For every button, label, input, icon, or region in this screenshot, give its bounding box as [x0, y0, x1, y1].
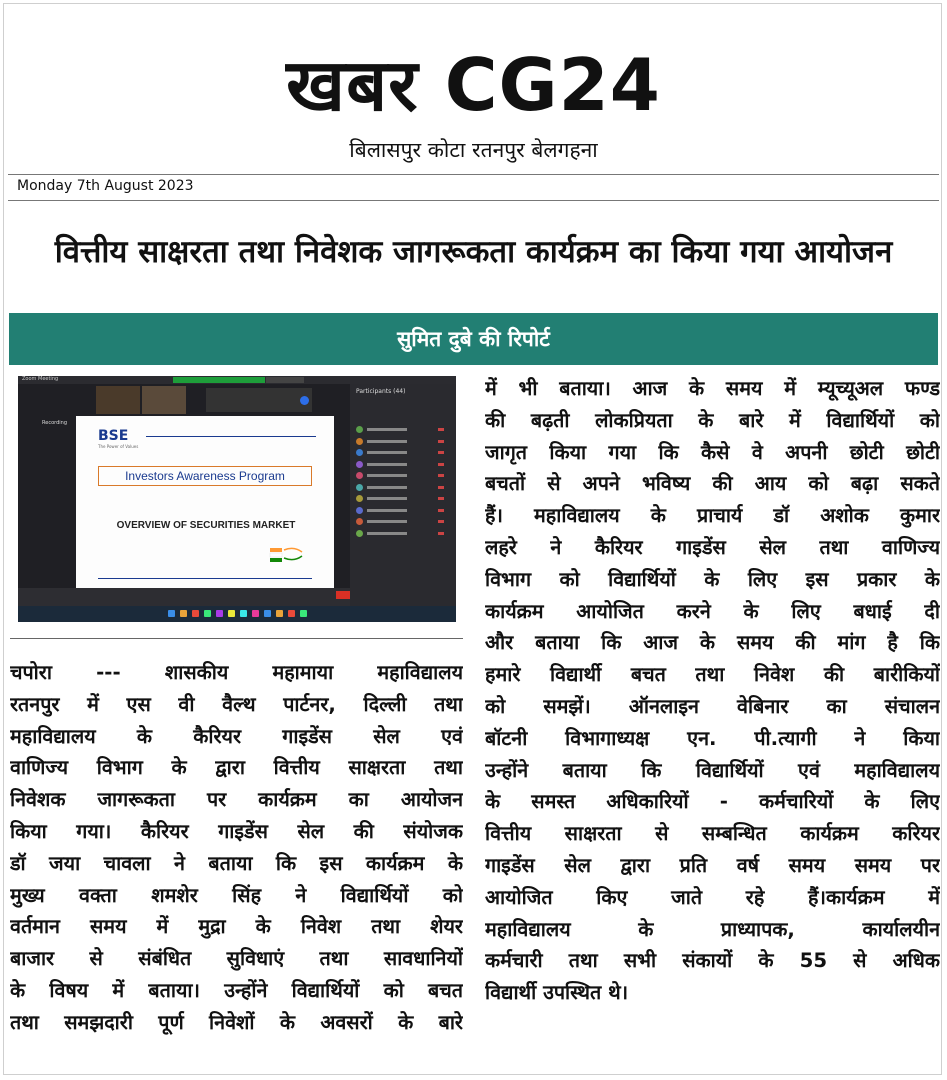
participant-row	[356, 472, 450, 480]
taskbar-app-icon	[276, 610, 283, 617]
newspaper-subtitle: बिलासपुर कोटा रतनपुर बेलगहना	[349, 138, 598, 162]
participant-row	[356, 438, 450, 446]
article-line: आयोजित किए जाते रहे हैं।कार्यक्रम में	[485, 885, 940, 909]
taskbar-app-icon	[252, 610, 259, 617]
participant-row	[356, 507, 450, 515]
masthead-rule-bottom	[8, 200, 939, 201]
article-line: कर्मचारी तथा सभी संकायों के 55 से अधिक	[485, 949, 940, 973]
bse-logo: BSE	[98, 428, 129, 444]
taskbar-app-icon	[192, 610, 199, 617]
participant-row	[356, 449, 450, 457]
participants-title: Participants (44)	[356, 388, 406, 395]
article-line: रतनपुर में एस वी वैल्थ पार्टनर, दिल्ली तथा	[10, 692, 463, 716]
masthead	[0, 40, 947, 164]
article-line: मुख्य वक्ता शमशेर सिंह ने विद्यार्थियों को	[10, 883, 463, 907]
taskbar-app-icon	[240, 610, 247, 617]
shared-slide	[76, 416, 334, 588]
article-line: में भी बताया। आज के समय में म्यूच्यूअल फण्ड	[485, 377, 940, 400]
article-line: महाविद्यालय के प्राध्यापक, कार्यालयीन	[485, 917, 940, 941]
newspaper-title: खबर CG24	[286, 43, 661, 127]
article-line: निवेशक जागरूकता पर कार्यक्रम का आयोजन	[10, 788, 463, 812]
dateline: Monday 7th August 2023	[17, 178, 194, 194]
article-line: वाणिज्य विभाग के द्वारा वित्तीय साक्षरता तथा	[10, 756, 463, 780]
taskbar-app-icon	[180, 610, 187, 617]
article-line: डॉ जया चावला ने बताया कि इस कार्यक्रम के	[10, 851, 463, 875]
article-headline: वित्तीय साक्षरता तथा निवेशक जागरूकता कार्यक्रम का किया गया आयोजन	[54, 234, 893, 270]
article-photo	[18, 376, 456, 622]
screen-share-banner	[173, 377, 265, 383]
article-line: उन्होंने बताया कि विद्यार्थियों एवं महाविद्यालय	[485, 758, 940, 782]
article-line: बॉटनी विभागाध्यक्ष एन. पी.त्यागी ने किया	[485, 726, 940, 750]
article-line: गाइडेंस सेल द्वारा प्रति वर्ष समय समय पर	[485, 853, 940, 877]
article-line: को समझें। ऑनलाइन वेबिनार का संचालन	[485, 694, 940, 718]
view-options-button	[266, 377, 304, 383]
article-line: हमारे विद्यार्थी बचत तथा निवेश की बारीकियों	[485, 663, 940, 687]
article-column-right	[485, 373, 940, 1009]
taskbar-app-icon	[168, 610, 175, 617]
article-line: जागृत किया गया कि कैसे वे अपनी छोटी छोटी	[485, 440, 940, 464]
article-line: के विषय में बताया। उन्होंने विद्यार्थियों को बचत	[10, 978, 463, 1002]
participant-video-1	[96, 386, 140, 414]
article-line: और बताया कि आज के समय की मांग है कि	[485, 631, 940, 655]
slide-heading: OVERVIEW OF SECURITIES MARKET	[116, 520, 296, 531]
slide-program-title: Investors Awareness Program	[98, 466, 312, 486]
article-line: के समस्त अधिकारियों - कर्मचारियों के लिए	[485, 790, 940, 814]
screen-fit-popup	[206, 388, 312, 412]
article-line: हैं। महाविद्यालय के प्राचार्य डॉ अशोक कुमार	[485, 504, 940, 528]
bse-tagline: The Power of Values	[98, 444, 139, 449]
article-line: वर्तमान समय में मुद्रा के निवेश तथा शेयर	[10, 915, 463, 939]
participant-video-2	[142, 386, 186, 414]
article-line: महाविद्यालय के कैरियर गाइडेंस सेल एवं	[10, 724, 463, 748]
meeting-toolbar	[18, 588, 350, 606]
photo-divider	[10, 638, 463, 639]
article-line: चपोरा --- शासकीय महामाया महाविद्यालय	[10, 661, 463, 684]
article-line: बाजार से संबंधित सुविधाएं तथा सावधानियों	[10, 947, 463, 971]
azadi-emblem-icon	[268, 544, 304, 568]
windows-taskbar	[18, 606, 456, 622]
article-line: तथा समझदारी पूर्ण निवेशों के अवसरों के बारे	[10, 1010, 463, 1034]
popup-info-icon	[300, 396, 309, 405]
article-line: लहरे ने कैरियर गाइडेंस सेल तथा वाणिज्य	[485, 535, 940, 559]
meeting-title: Zoom Meeting	[22, 376, 59, 382]
participant-row	[356, 484, 450, 492]
article-line: वित्तीय साक्षरता से सम्बन्धित कार्यक्रम करियर	[485, 822, 940, 846]
slide-divider-top	[146, 436, 316, 437]
article-line: की बढ़ती लोकप्रियता के बारे में विद्यार्थियों को	[485, 408, 940, 432]
article-line: विद्यार्थी उपस्थित थे।	[485, 981, 629, 1005]
taskbar-app-icon	[216, 610, 223, 617]
article-line: विभाग को विद्यार्थियों के लिए इस प्रकार के	[485, 567, 940, 591]
article-line: किया गया। कैरियर गाइडेंस सेल की संयोजक	[10, 819, 463, 843]
end-meeting-button	[336, 591, 350, 599]
participant-row	[356, 530, 450, 538]
taskbar-app-icon	[204, 610, 211, 617]
recording-indicator: Recording	[42, 420, 68, 426]
participant-row	[356, 461, 450, 469]
article-line: कार्यक्रम आयोजित करने के लिए बधाई दी	[485, 599, 940, 623]
taskbar-app-icon	[300, 610, 307, 617]
reporter-banner: सुमित दुबे की रिपोर्ट	[9, 313, 938, 365]
masthead-rule-top	[8, 174, 939, 175]
participant-row	[356, 495, 450, 503]
participant-row	[356, 518, 450, 526]
slide-divider-bottom	[98, 578, 312, 579]
taskbar-app-icon	[228, 610, 235, 617]
participant-row	[356, 426, 450, 434]
article-line: बचतों से अपने भविष्य की आय को बढ़ा सकते	[485, 472, 940, 496]
article-column-left	[10, 657, 463, 1039]
taskbar-app-icon	[288, 610, 295, 617]
taskbar-app-icon	[264, 610, 271, 617]
